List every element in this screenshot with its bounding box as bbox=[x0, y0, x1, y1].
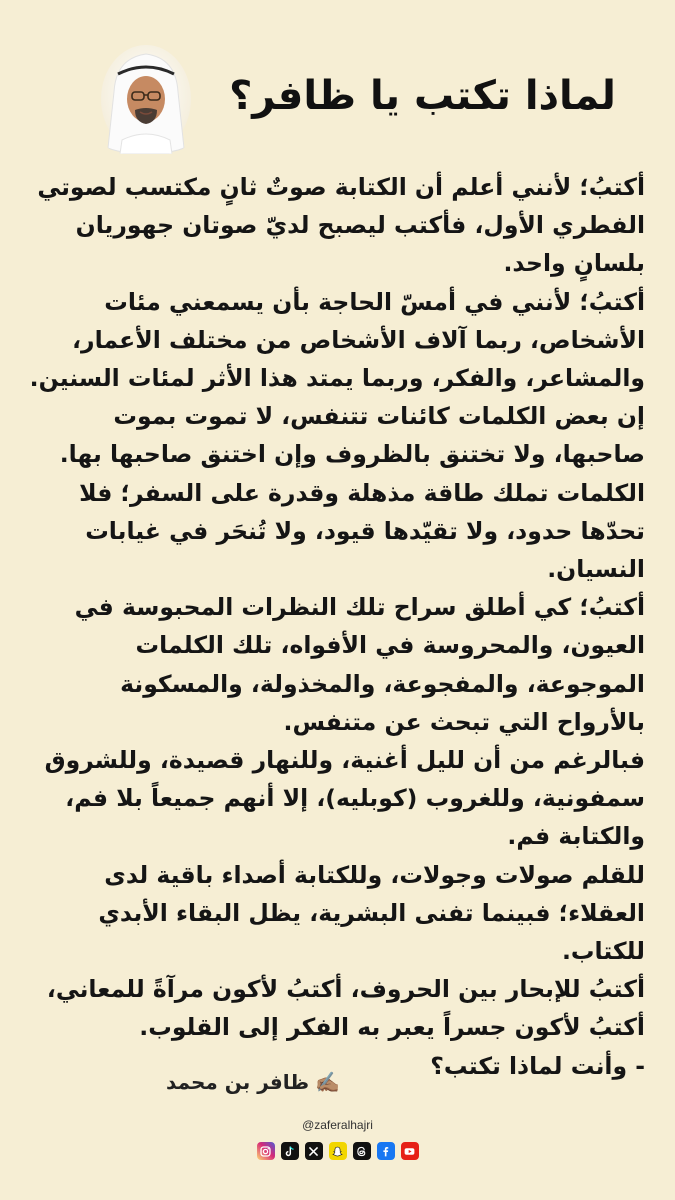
x-icon[interactable] bbox=[305, 1142, 323, 1160]
snapchat-icon[interactable] bbox=[329, 1142, 347, 1160]
paragraph: للقلم صولات وجولات، وللكتابة أصداء باقية لدى العقلاء؛ فبينما تفنى البشرية، يظل البقاء الأبدي للكتاب. bbox=[98, 860, 645, 966]
tiktok-icon[interactable] bbox=[281, 1142, 299, 1160]
youtube-icon[interactable] bbox=[401, 1142, 419, 1160]
paragraph: فبالرغم من أن لليل أغنية، وللنهار قصيدة، وللشروق سمفونية، وللغروب (كوبليه)، إلا أنهم جميعاً بلا فم، والكتابة فم. bbox=[44, 746, 645, 851]
facebook-icon[interactable] bbox=[377, 1142, 395, 1160]
threads-icon[interactable] bbox=[353, 1142, 371, 1160]
social-handle[interactable]: @zaferalhajri bbox=[302, 1118, 373, 1132]
paragraph: أكتبُ؛ لأنني أعلم أن الكتابة صوتٌ ثانٍ مكتسب لصوتي الفطري الأول، فأكتب ليصبح لديّ صوتان جهوريان بلسانٍ واحد. bbox=[37, 173, 645, 278]
paragraph: أكتبُ؛ لأنني في أمسّ الحاجة بأن يسمعني مئات الأشخاص، ربما آلاف الأشخاص من مختلف الأعمار، والمشاعر، والفكر، وربما يمتد هذا الأثر لمئات السنين. bbox=[29, 287, 645, 393]
paragraph: إن بعض الكلمات كائنات تتنفس، لا تموت بموت صاحبها، ولا تختنق بالظروف وإن اختنق صاحبها بها. bbox=[59, 402, 645, 469]
paragraph: أكتبُ؛ كي أطلق سراح تلك النظرات المحبوسة في العيون، والمحروسة في الأفواه، تلك الكلمات الموجوعة، والمفجوعة، والمخذولة، والمسكونة بالأرواح التي تبحث عن متنفس. bbox=[74, 593, 645, 736]
paragraph: الكلمات تملك طاقة مذهلة وقدرة على السفر؛ فلا تحدّها حدود، ولا تقيّدها قيود، ولا تُنحَر في غيابات النسيان. bbox=[79, 478, 645, 584]
article-body bbox=[28, 168, 645, 1085]
paragraph: أكتبُ للإبحار بين الحروف، أكتبُ لأكون مرآةً للمعاني، أكتبُ لأكون جسراً يعبر به الفكر إلى القلوب. bbox=[46, 975, 645, 1042]
author-signature bbox=[166, 1070, 340, 1094]
writing-hand-icon: ✍🏽 bbox=[315, 1070, 340, 1094]
page-title: لماذا تكتب يا ظافر؟ bbox=[229, 73, 616, 119]
author-avatar bbox=[100, 44, 192, 154]
author-name: ظافر بن محمد bbox=[166, 1070, 310, 1094]
instagram-icon[interactable] bbox=[257, 1142, 275, 1160]
social-icons bbox=[0, 1142, 675, 1160]
author-portrait-icon bbox=[100, 44, 192, 154]
paragraph-question: - وأنت لماذا تكتب؟ bbox=[430, 1051, 645, 1080]
header bbox=[0, 44, 675, 154]
